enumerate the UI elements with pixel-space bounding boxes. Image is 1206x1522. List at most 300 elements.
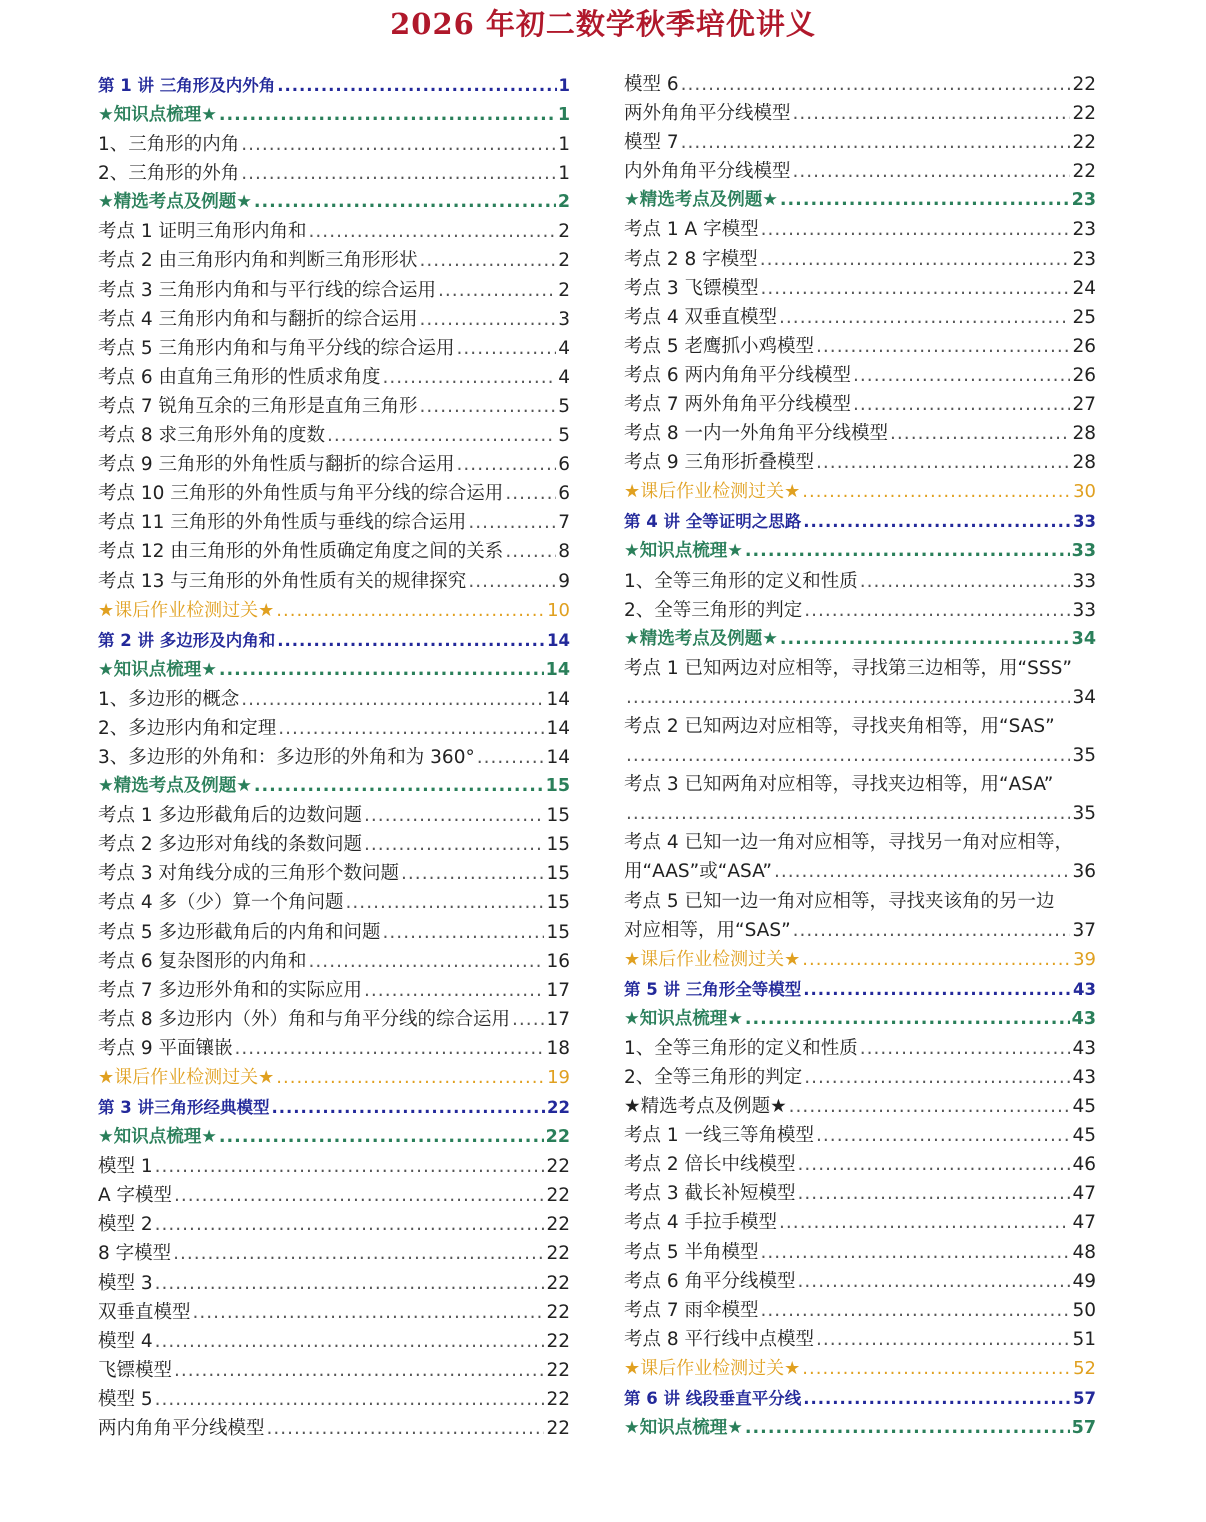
dot-leader bbox=[626, 799, 1070, 828]
toc-page-number: 45 bbox=[1072, 1125, 1096, 1147]
toc-entry[interactable] bbox=[98, 567, 570, 596]
toc-section-heading[interactable] bbox=[98, 772, 570, 801]
dot-leader bbox=[241, 130, 556, 159]
dot-leader bbox=[309, 217, 557, 246]
dot-leader bbox=[802, 945, 1071, 974]
toc-page-number: 35 bbox=[1072, 803, 1096, 825]
toc-entry[interactable] bbox=[98, 305, 570, 334]
toc-entry[interactable] bbox=[624, 1121, 1096, 1150]
toc-entry[interactable] bbox=[98, 508, 570, 537]
toc-page-number: 19 bbox=[547, 1067, 570, 1088]
toc-page-number: 15 bbox=[546, 834, 570, 856]
dot-leader bbox=[760, 245, 1071, 274]
dot-leader bbox=[802, 477, 1071, 506]
toc-section-heading[interactable] bbox=[98, 188, 570, 217]
toc-entry-text: ★精选考点及例题★ bbox=[624, 1096, 787, 1118]
toc-page-number: 50 bbox=[1072, 1299, 1096, 1321]
toc-entry-text: 考点 3 对角线分成的三角形个数问题 bbox=[98, 863, 400, 885]
toc-entry[interactable] bbox=[624, 274, 1096, 303]
toc-homework-entry[interactable] bbox=[98, 1063, 570, 1092]
dot-leader bbox=[816, 1325, 1070, 1354]
dot-leader bbox=[890, 419, 1070, 448]
toc-page-number: 15 bbox=[545, 776, 570, 797]
dot-leader bbox=[793, 99, 1071, 128]
dot-leader bbox=[804, 596, 1070, 625]
dot-leader bbox=[681, 70, 1071, 99]
toc-entry[interactable] bbox=[98, 1239, 570, 1268]
toc-entry[interactable] bbox=[624, 361, 1096, 390]
toc-page-number: 23 bbox=[1072, 248, 1096, 270]
toc-homework-entry[interactable] bbox=[98, 596, 570, 625]
dot-leader bbox=[327, 421, 556, 450]
toc-page-number: 2 bbox=[558, 221, 570, 243]
toc-entry-text: 考点 6 两内角角平分线模型 bbox=[624, 364, 852, 386]
dot-leader bbox=[761, 215, 1071, 244]
toc-entry[interactable] bbox=[624, 332, 1096, 361]
toc-page-number: 23 bbox=[1072, 219, 1096, 241]
toc-entry-text: 考点 5 多边形截角后的内角和问题 bbox=[98, 921, 381, 943]
toc-page-number: 51 bbox=[1072, 1328, 1096, 1350]
dot-leader bbox=[219, 656, 544, 685]
toc-page-number: 22 bbox=[546, 1272, 570, 1294]
toc-entry-text: 考点 1 已知两边对应相等，寻找第三边相等，用“SSS” bbox=[624, 657, 1072, 679]
toc-page-number: 45 bbox=[1072, 1096, 1096, 1118]
toc-entry[interactable] bbox=[98, 246, 570, 275]
toc-page-number: 43 bbox=[1072, 1037, 1096, 1059]
toc-entry[interactable] bbox=[98, 450, 570, 479]
toc-entry-text: ★知识点梳理★ bbox=[98, 659, 217, 680]
toc-page-number: 34 bbox=[1072, 686, 1096, 708]
toc-entry-text: 第 4 讲 全等证明之思路 bbox=[624, 512, 802, 532]
toc-entry-line[interactable] bbox=[624, 712, 1096, 741]
toc-entry-text: ★知识点梳理★ bbox=[624, 1418, 743, 1439]
dot-leader bbox=[174, 1356, 544, 1385]
toc-page-number: 15 bbox=[546, 805, 570, 827]
toc-page-number: 30 bbox=[1073, 481, 1096, 503]
toc-entry[interactable] bbox=[624, 567, 1096, 596]
toc-entry-line[interactable] bbox=[624, 654, 1096, 683]
toc-page-number: 22 bbox=[1072, 103, 1096, 125]
toc-entry-text: 8 字模型 bbox=[98, 1243, 172, 1265]
toc-page-number: 22 bbox=[546, 1301, 570, 1323]
toc-entry[interactable] bbox=[98, 888, 570, 917]
dot-leader bbox=[271, 1092, 545, 1123]
toc-entry-continuation[interactable] bbox=[624, 683, 1096, 712]
toc-entry[interactable] bbox=[98, 276, 570, 305]
toc-page-number: 35 bbox=[1072, 745, 1096, 767]
toc-page-number: 37 bbox=[1072, 919, 1096, 941]
dot-leader bbox=[853, 390, 1070, 419]
toc-page-number: 43 bbox=[1073, 979, 1096, 999]
dot-leader bbox=[468, 567, 556, 596]
toc-entry-text: 2、多边形内角和定理 bbox=[98, 717, 277, 739]
dot-leader bbox=[364, 830, 544, 859]
dot-leader bbox=[219, 101, 556, 130]
toc-entry[interactable] bbox=[98, 1327, 570, 1356]
toc-entry-text: 1、多边形的概念 bbox=[98, 688, 240, 710]
dot-leader bbox=[793, 916, 1071, 945]
toc-page-number: 4 bbox=[558, 366, 570, 388]
dot-leader bbox=[803, 506, 1071, 537]
toc-page-number: 15 bbox=[546, 863, 570, 885]
toc-entry[interactable] bbox=[98, 159, 570, 188]
toc-entry-text: ★知识点梳理★ bbox=[624, 541, 743, 562]
toc-entry[interactable] bbox=[624, 1150, 1096, 1179]
toc-entry-text: 2、全等三角形的判定 bbox=[624, 599, 803, 621]
toc-entry-text: 考点 4 多（少）算一个角问题 bbox=[98, 892, 344, 914]
toc-chapter-entry[interactable] bbox=[98, 70, 570, 101]
toc-entry-text: 考点 8 求三角形外角的度数 bbox=[98, 425, 326, 447]
toc-page-number: 22 bbox=[546, 1330, 570, 1352]
toc-entry[interactable] bbox=[624, 157, 1096, 186]
toc-entry-text: 考点 10 三角形的外角性质与角平分线的综合运用 bbox=[98, 483, 504, 505]
toc-page-number: 33 bbox=[1071, 541, 1096, 562]
toc-entry[interactable] bbox=[624, 128, 1096, 157]
toc-entry-text: 考点 3 飞镖模型 bbox=[624, 277, 759, 299]
toc-entry[interactable] bbox=[624, 1325, 1096, 1354]
toc-chapter-entry[interactable] bbox=[98, 1092, 570, 1123]
dot-leader bbox=[745, 1005, 1070, 1034]
dot-leader bbox=[346, 888, 545, 917]
toc-page-number: 43 bbox=[1071, 1008, 1096, 1029]
dot-leader bbox=[241, 159, 556, 188]
toc-page-number: 1 bbox=[558, 76, 570, 95]
toc-page-number: 39 bbox=[1073, 948, 1096, 970]
toc-entry-text: 考点 9 三角形的外角性质与翻折的综合运用 bbox=[98, 454, 455, 476]
toc-entry-text: 第 6 讲 线段垂直平分线 bbox=[624, 1389, 802, 1409]
dot-leader bbox=[780, 186, 1070, 215]
toc-entry[interactable] bbox=[98, 685, 570, 714]
toc-entry[interactable] bbox=[98, 217, 570, 246]
toc-entry-text: 模型 5 bbox=[98, 1388, 153, 1410]
toc-entry-continuation[interactable] bbox=[624, 916, 1096, 945]
toc-entry-text: 第 3 讲三角形经典模型 bbox=[98, 1098, 270, 1118]
toc-entry-text: 考点 2 已知两边对应相等，寻找夹角相等，用“SAS” bbox=[624, 715, 1055, 737]
dot-leader bbox=[277, 70, 556, 101]
toc-entry-text: 第 5 讲 三角形全等模型 bbox=[624, 979, 802, 999]
toc-page-number: 22 bbox=[546, 1243, 570, 1265]
toc-entry-text: 考点 11 三角形的外角性质与垂线的综合运用 bbox=[98, 512, 467, 534]
toc-chapter-entry[interactable] bbox=[98, 625, 570, 656]
toc-page-number: 1 bbox=[558, 163, 570, 185]
toc-page-number: 1 bbox=[558, 134, 570, 156]
toc-entry-text: 考点 4 三角形内角和与翻折的综合运用 bbox=[98, 308, 418, 330]
toc-entry[interactable] bbox=[98, 1298, 570, 1327]
toc-page-number: 52 bbox=[1073, 1357, 1096, 1379]
dot-leader bbox=[745, 537, 1070, 566]
toc-page-number: 57 bbox=[1071, 1418, 1096, 1439]
toc-entry[interactable] bbox=[98, 392, 570, 421]
dot-leader bbox=[860, 567, 1071, 596]
toc-page-number: 49 bbox=[1072, 1270, 1096, 1292]
toc-entry-text: 模型 4 bbox=[98, 1330, 153, 1352]
toc-entry[interactable] bbox=[98, 479, 570, 508]
toc-page-number: 47 bbox=[1072, 1212, 1096, 1234]
dot-leader bbox=[254, 188, 556, 217]
toc-entry-text: 考点 5 已知一边一角对应相等，寻找夹该角的另一边 bbox=[624, 890, 1055, 912]
toc-entry[interactable] bbox=[98, 859, 570, 888]
dot-leader bbox=[816, 332, 1070, 361]
toc-entry[interactable] bbox=[624, 1267, 1096, 1296]
dot-leader bbox=[155, 1210, 545, 1239]
toc-entry-text: 考点 13 与三角形的外角性质有关的规律探究 bbox=[98, 570, 467, 592]
toc-page-number: 22 bbox=[546, 1418, 570, 1440]
dot-leader bbox=[219, 1123, 544, 1152]
toc-entry[interactable] bbox=[98, 1005, 570, 1034]
toc-entry-text: 考点 12 由三角形的外角性质确定角度之间的关系 bbox=[98, 541, 504, 563]
toc-section-heading[interactable] bbox=[624, 1414, 1096, 1443]
toc-entry[interactable] bbox=[624, 70, 1096, 99]
dot-leader bbox=[761, 1238, 1071, 1267]
toc-entry[interactable] bbox=[624, 215, 1096, 244]
toc-entry-continuation[interactable] bbox=[624, 741, 1096, 770]
toc-entry-text: 飞镖模型 bbox=[98, 1359, 173, 1381]
toc-entry-text: 考点 1 多边形截角后的边数问题 bbox=[98, 805, 363, 827]
toc-page-number: 5 bbox=[558, 425, 570, 447]
toc-entry-text: 考点 1 A 字模型 bbox=[624, 219, 759, 241]
dot-leader bbox=[401, 859, 544, 888]
toc-entry[interactable] bbox=[624, 1179, 1096, 1208]
toc-page-number: 3 bbox=[558, 308, 570, 330]
toc-section-heading[interactable] bbox=[98, 656, 570, 685]
toc-entry-line[interactable] bbox=[624, 828, 1096, 857]
toc-entry-text: ★知识点梳理★ bbox=[624, 1008, 743, 1029]
toc-entry-text: 模型 7 bbox=[624, 132, 679, 154]
dot-leader bbox=[779, 303, 1070, 332]
toc-entry-text: 考点 6 由直角三角形的性质求角度 bbox=[98, 366, 381, 388]
toc-page-number: 22 bbox=[1072, 74, 1096, 95]
dot-leader bbox=[457, 334, 557, 363]
toc-page-number: 17 bbox=[546, 979, 570, 1001]
toc-entry[interactable] bbox=[624, 596, 1096, 625]
toc-entry[interactable] bbox=[98, 976, 570, 1005]
dot-leader bbox=[505, 479, 556, 508]
dot-leader bbox=[267, 1414, 545, 1443]
toc-entry-text: 考点 2 由三角形内角和判断三角形形状 bbox=[98, 250, 418, 272]
toc-entry[interactable] bbox=[624, 1238, 1096, 1267]
dot-leader bbox=[798, 1150, 1071, 1179]
toc-section-heading[interactable] bbox=[624, 537, 1096, 566]
dot-leader bbox=[457, 450, 557, 479]
toc-page-number: 28 bbox=[1072, 452, 1096, 474]
toc-entry-text: ★精选考点及例题★ bbox=[624, 628, 778, 649]
toc-entry-text: 2、三角形的外角 bbox=[98, 163, 240, 185]
toc-entry[interactable] bbox=[98, 1385, 570, 1414]
toc-page-number: 22 bbox=[546, 1185, 570, 1207]
toc-entry-text: ★知识点梳理★ bbox=[98, 105, 217, 125]
toc-entry[interactable] bbox=[624, 1208, 1096, 1237]
toc-page-number: 23 bbox=[1071, 190, 1096, 211]
toc-entry-text: ★课后作业检测过关★ bbox=[98, 599, 275, 621]
toc-entry-text: 模型 1 bbox=[98, 1156, 153, 1178]
toc-entry[interactable] bbox=[98, 421, 570, 450]
dot-leader bbox=[309, 947, 545, 976]
toc-entry-text: 考点 2 倍长中线模型 bbox=[624, 1154, 796, 1176]
toc-entry[interactable] bbox=[624, 419, 1096, 448]
dot-leader bbox=[420, 392, 557, 421]
dot-leader bbox=[860, 1034, 1071, 1063]
toc-entry[interactable] bbox=[624, 1063, 1096, 1092]
toc-chapter-entry[interactable] bbox=[624, 506, 1096, 537]
toc-entry-text: 考点 7 多边形外角和的实际应用 bbox=[98, 979, 363, 1001]
toc-page-number: 26 bbox=[1072, 364, 1096, 386]
toc-page-number: 36 bbox=[1072, 861, 1096, 883]
toc-chapter-entry[interactable] bbox=[624, 974, 1096, 1005]
dot-leader bbox=[512, 1005, 544, 1034]
toc-page-number: 2 bbox=[557, 192, 570, 213]
toc-entry[interactable] bbox=[98, 1356, 570, 1385]
toc-page-number: 9 bbox=[558, 570, 570, 592]
toc-entry[interactable] bbox=[98, 1269, 570, 1298]
toc-entry[interactable] bbox=[624, 448, 1096, 477]
dot-leader bbox=[155, 1269, 545, 1298]
toc-entry-text: 考点 6 角平分线模型 bbox=[624, 1270, 796, 1292]
dot-leader bbox=[438, 276, 556, 305]
toc-entry-text: 1、全等三角形的定义和性质 bbox=[624, 1037, 858, 1059]
toc-entry-text: 考点 4 手拉手模型 bbox=[624, 1212, 778, 1234]
toc-section-heading[interactable] bbox=[98, 101, 570, 130]
toc-page-number: 15 bbox=[546, 921, 570, 943]
toc-entry[interactable] bbox=[624, 1034, 1096, 1063]
toc-page-number: 17 bbox=[546, 1008, 570, 1030]
toc-entry[interactable] bbox=[624, 1092, 1096, 1121]
toc-page-number: 2 bbox=[558, 279, 570, 301]
dot-leader bbox=[174, 1181, 544, 1210]
toc-entry[interactable] bbox=[624, 99, 1096, 128]
toc-entry-text: 考点 9 平面镶嵌 bbox=[98, 1037, 233, 1059]
toc-section-heading[interactable] bbox=[624, 186, 1096, 215]
toc-chapter-entry[interactable] bbox=[624, 1383, 1096, 1414]
dot-leader bbox=[779, 1208, 1070, 1237]
toc-entry-text: ★课后作业检测过关★ bbox=[624, 1357, 801, 1379]
toc-page-number: 22 bbox=[1072, 132, 1096, 154]
toc-entry-text: ★课后作业检测过关★ bbox=[624, 481, 801, 503]
toc-page-number: 7 bbox=[558, 512, 570, 534]
toc-entry[interactable] bbox=[624, 245, 1096, 274]
dot-leader bbox=[173, 1239, 544, 1268]
toc-entry-text: ★知识点梳理★ bbox=[98, 1127, 217, 1148]
dot-leader bbox=[798, 1267, 1071, 1296]
toc-page-number: 22 bbox=[546, 1214, 570, 1236]
toc-entry-text: A 字模型 bbox=[98, 1185, 173, 1207]
toc-entry[interactable] bbox=[98, 947, 570, 976]
toc-entry-text: 考点 3 三角形内角和与平行线的综合运用 bbox=[98, 279, 437, 301]
toc-entry[interactable] bbox=[98, 1181, 570, 1210]
toc-page-number: 26 bbox=[1072, 335, 1096, 357]
toc-entry-text: ★精选考点及例题★ bbox=[98, 776, 252, 797]
toc-page-number: 14 bbox=[545, 659, 570, 680]
dot-leader bbox=[774, 857, 1070, 886]
dot-leader bbox=[364, 976, 544, 1005]
toc-entry[interactable] bbox=[624, 390, 1096, 419]
toc-entry[interactable] bbox=[98, 363, 570, 392]
toc-entry[interactable] bbox=[98, 1210, 570, 1239]
toc-page-number: 22 bbox=[546, 1359, 570, 1381]
dot-leader bbox=[468, 508, 556, 537]
toc-entry[interactable] bbox=[98, 801, 570, 830]
toc-entry[interactable] bbox=[624, 1296, 1096, 1325]
toc-entry-continuation[interactable] bbox=[624, 857, 1096, 886]
dot-leader bbox=[626, 683, 1070, 712]
dot-leader bbox=[155, 1385, 545, 1414]
toc-entry[interactable] bbox=[98, 714, 570, 743]
dot-leader bbox=[241, 685, 544, 714]
dot-leader bbox=[804, 1063, 1070, 1092]
dot-leader bbox=[254, 772, 544, 801]
toc-homework-entry[interactable] bbox=[624, 945, 1096, 974]
toc-entry-text-continued: 用“AAS”或“ASA” bbox=[624, 861, 773, 883]
toc-entry-text: 考点 4 已知一边一角对应相等，寻找另一角对应相等， bbox=[624, 832, 1074, 854]
toc-entry[interactable] bbox=[98, 1034, 570, 1063]
toc-entry-text: ★课后作业检测过关★ bbox=[624, 948, 801, 970]
toc-section-heading[interactable] bbox=[624, 625, 1096, 654]
toc-homework-entry[interactable] bbox=[624, 477, 1096, 506]
toc-page-number: 2 bbox=[558, 250, 570, 272]
toc-entry[interactable] bbox=[624, 303, 1096, 332]
toc-page-number: 6 bbox=[558, 483, 570, 505]
toc-entry[interactable] bbox=[98, 830, 570, 859]
toc-entry[interactable] bbox=[98, 537, 570, 566]
toc-entry-text: 两内角角平分线模型 bbox=[98, 1418, 265, 1440]
toc-entry-text: 考点 2 多边形对角线的条数问题 bbox=[98, 834, 363, 856]
toc-entry[interactable] bbox=[98, 1152, 570, 1181]
dot-leader bbox=[780, 625, 1070, 654]
dot-leader bbox=[235, 1034, 545, 1063]
toc-section-heading[interactable] bbox=[624, 1005, 1096, 1034]
toc-entry-text: 两外角角平分线模型 bbox=[624, 103, 791, 125]
toc-entry[interactable] bbox=[98, 130, 570, 159]
dot-leader bbox=[803, 1383, 1071, 1414]
toc-entry-continuation[interactable] bbox=[624, 799, 1096, 828]
toc-entry-text: 1、全等三角形的定义和性质 bbox=[624, 570, 858, 592]
dot-leader bbox=[420, 246, 557, 275]
toc-entry-text: ★课后作业检测过关★ bbox=[98, 1067, 275, 1088]
toc-homework-entry[interactable] bbox=[624, 1354, 1096, 1383]
toc-page-number: 46 bbox=[1072, 1154, 1096, 1176]
toc-entry[interactable] bbox=[98, 918, 570, 947]
toc-section-heading[interactable] bbox=[98, 1123, 570, 1152]
toc-page-number: 10 bbox=[547, 599, 570, 621]
dot-leader bbox=[383, 363, 557, 392]
toc-page-number: 57 bbox=[1073, 1389, 1096, 1409]
toc-entry-text: 考点 5 三角形内角和与角平分线的综合运用 bbox=[98, 337, 455, 359]
toc-entry[interactable] bbox=[98, 334, 570, 363]
toc-page-number: 33 bbox=[1073, 512, 1096, 532]
dot-leader bbox=[798, 1179, 1071, 1208]
toc-entry-text: 考点 8 多边形内（外）角和与角平分线的综合运用 bbox=[98, 1008, 511, 1030]
toc-page-number: 22 bbox=[545, 1127, 570, 1148]
dot-leader bbox=[761, 274, 1071, 303]
toc-entry[interactable] bbox=[98, 1414, 570, 1443]
dot-leader bbox=[802, 1354, 1071, 1383]
toc-entry-line[interactable] bbox=[624, 887, 1096, 916]
toc-entry-line[interactable] bbox=[624, 770, 1096, 799]
toc-page-number: 6 bbox=[558, 454, 570, 476]
toc-page-number: 43 bbox=[1072, 1067, 1096, 1088]
toc-entry-text: 第 1 讲 三角形及内外角 bbox=[98, 76, 276, 95]
toc-page-number: 22 bbox=[1072, 161, 1096, 183]
toc-page-number: 47 bbox=[1072, 1183, 1096, 1205]
toc-page-number: 1 bbox=[557, 105, 570, 125]
toc-entry[interactable] bbox=[98, 743, 570, 772]
toc-entry-text: 模型 3 bbox=[98, 1272, 153, 1294]
document-title: 2026 年初二数学秋季培优讲义 bbox=[390, 7, 816, 41]
toc-page-number: 22 bbox=[547, 1098, 570, 1118]
toc-page-number: 22 bbox=[546, 1388, 570, 1410]
dot-leader bbox=[276, 596, 545, 625]
toc-entry-text: 2、全等三角形的判定 bbox=[624, 1067, 803, 1088]
toc-entry-text: 1、三角形的内角 bbox=[98, 134, 240, 156]
